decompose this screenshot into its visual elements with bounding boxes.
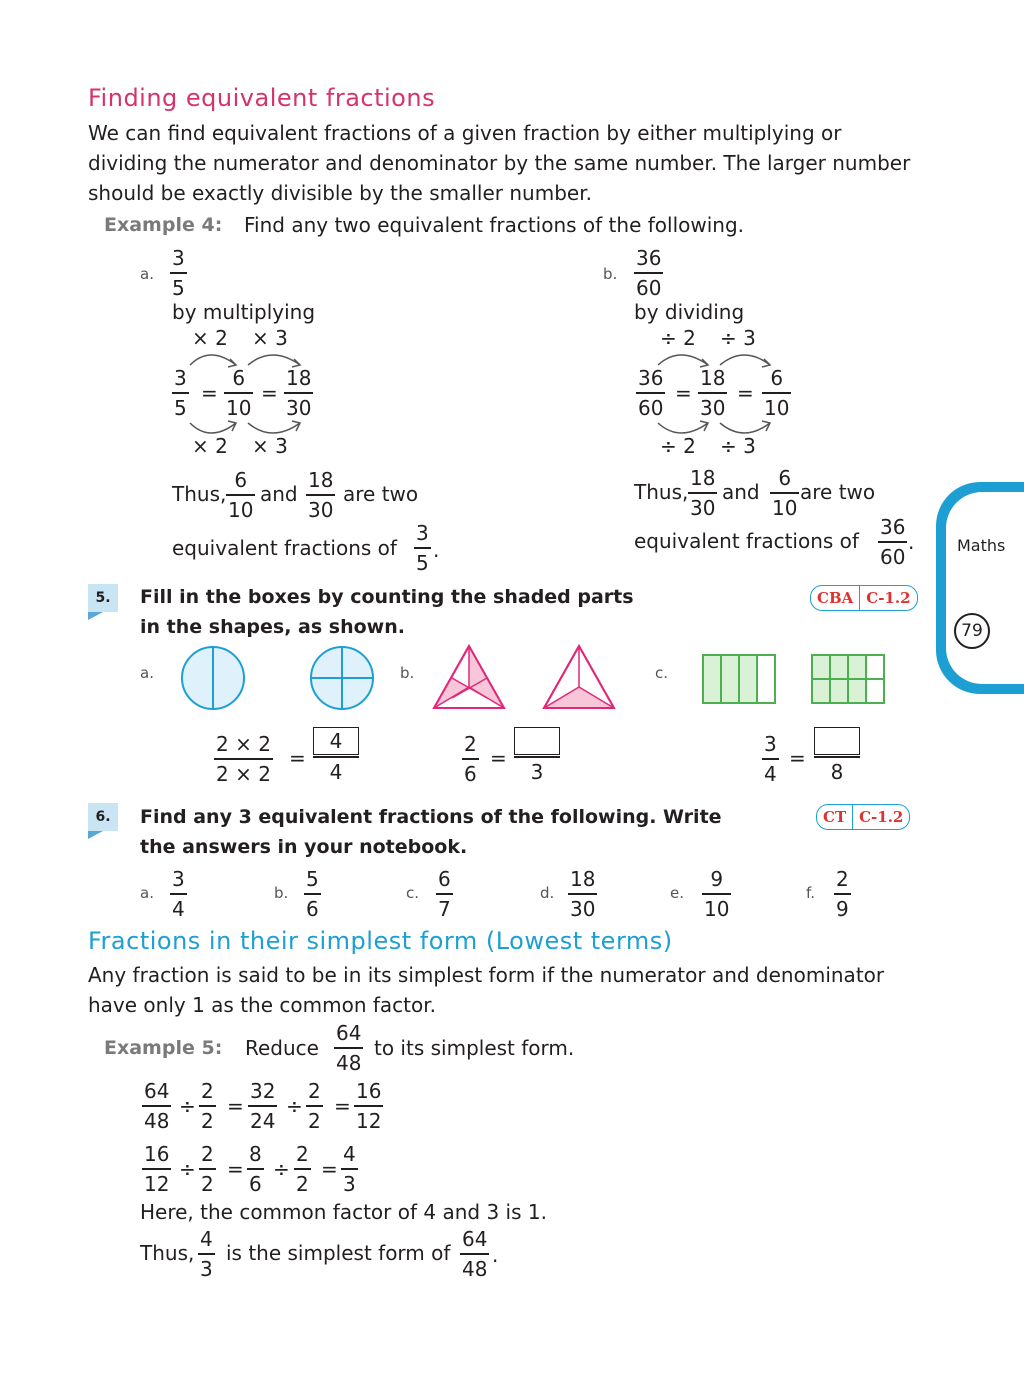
fraction: 5 6 [306,867,319,921]
fraction: 2 × 2 2 × 2 [216,732,271,786]
fraction: 3 4 [764,732,777,786]
equals-sign: = [490,746,507,770]
page-number: 79 [954,613,990,649]
fraction: 36 60 [880,515,906,569]
op-label: ÷ 3 [720,434,756,458]
answer-fraction: $\frac{4}{4}$ [313,727,359,785]
side-tab [936,482,1024,694]
fraction: 2 6 [464,732,477,786]
fraction: 2 2 [201,1079,214,1133]
item-letter: f. [806,884,815,902]
fraction: 2 2 [308,1079,321,1133]
text: are two [343,482,419,506]
conclusion-text: equivalent fractions of [634,529,859,553]
fraction: 9 10 [704,867,730,921]
fraction: 36 60 [636,246,662,300]
fraction: 64 48 [336,1021,362,1075]
item-letter: b. [400,664,415,682]
fraction: 18 30 [570,867,596,921]
fraction: 2 9 [836,867,849,921]
fraction: 32 24 [250,1079,276,1133]
text: Here, the common factor of 4 and 3 is 1. [140,1200,547,1224]
triangle-shapes [430,642,620,712]
item-letter: d. [540,884,555,902]
fraction: 6 10 [228,468,254,522]
fraction: 8 6 [249,1142,262,1196]
rectangle-shapes [700,652,890,708]
example-text: Find any two equivalent fractions of the following. [244,213,744,237]
op-label: ÷ 2 [660,326,696,350]
fraction: 6 10 [764,366,790,420]
text: to its simplest form. [374,1036,575,1060]
op-label: × 3 [252,434,288,458]
question-text: Fill in the boxes by counting the shaded parts in the shapes, as shown. [140,586,634,638]
fraction: 2 2 [296,1142,309,1196]
fraction: 18 30 [690,466,716,520]
divide-sign: ÷ [179,1157,196,1181]
fraction: 3 5 [416,521,429,575]
equals-sign: = [789,746,806,770]
equals-sign: = [227,1094,244,1118]
equals-sign: = [737,381,754,405]
text: Reduce [245,1036,319,1060]
and-text: and [260,482,298,506]
method-label: by multiplying [172,300,316,324]
section-paragraph: We can find equivalent fractions of a given fraction by either multiplying or dividing the numerator and denominator by the same number. The larger number should be exactly divisible by the smaller number. [88,121,911,205]
op-label: × 2 [192,326,228,350]
fraction: 6 10 [772,466,798,520]
fraction: 18 30 [700,366,726,420]
item-letter: c. [406,884,420,902]
method-label: by dividing [634,300,745,324]
fraction: 4 3 [200,1227,213,1281]
answer-fraction[interactable]: 8 [814,727,860,785]
equals-sign: = [227,1157,244,1181]
equals-sign: = [201,381,218,405]
divide-sign: ÷ [286,1094,303,1118]
fraction: 2 2 [201,1142,214,1196]
thus-text: Thus, [140,1241,195,1265]
fraction: 18 30 [286,366,312,420]
circle-shapes [178,645,378,715]
answer-fraction[interactable]: 3 [514,727,560,785]
fraction: 3 4 [172,867,185,921]
text: are two [800,480,876,504]
fraction: 16 12 [144,1142,170,1196]
divide-sign: ÷ [179,1094,196,1118]
equals-sign: = [289,746,306,770]
fraction: 18 30 [308,468,334,522]
example-label: Example 4: [104,214,223,236]
fraction: 4 3 [343,1142,356,1196]
equals-sign: = [261,381,278,405]
op-label: ÷ 2 [660,434,696,458]
fraction: 6 7 [438,867,451,921]
op-label: ÷ 3 [720,326,756,350]
text: is the simplest form of [226,1241,451,1265]
example-label: Example 5: [104,1037,223,1059]
equals-sign: = [334,1094,351,1118]
divide-sign: ÷ [273,1157,290,1181]
item-letter: a. [140,265,154,283]
op-label: × 3 [252,326,288,350]
skill-badge: CBA C-1.2 [810,585,918,611]
section-title-simplest: Fractions in their simplest form (Lowest terms) [88,927,673,955]
fraction: 16 12 [356,1079,382,1133]
fraction: 64 48 [462,1227,488,1281]
fraction: 3 5 [172,246,185,300]
skill-badge: CT C-1.2 [816,804,910,830]
thus-text: Thus, [172,482,227,506]
fraction: 3 5 [174,366,187,420]
fraction: 64 48 [144,1079,170,1133]
op-label: × 2 [192,434,228,458]
item-letter: e. [670,884,684,902]
question-number: 6. [88,803,118,831]
equals-sign: = [675,381,692,405]
item-letter: a. [140,884,154,902]
section-title-equivalent: Finding equivalent fractions [88,84,436,112]
fraction: 6 10 [226,366,252,420]
thus-text: Thus, [634,480,689,504]
subject-label: Maths [957,536,1006,555]
item-letter: b. [603,265,618,283]
item-letter: a. [140,664,154,682]
item-letter: c. [655,664,669,682]
section-paragraph: Any fraction is said to be in its simplest form if the numerator and denominator have only 1 as the common factor. [88,963,885,1017]
and-text: and [722,480,760,504]
period: . [433,538,440,562]
question-text: Find any 3 equivalent fractions of the following. Write the answers in your notebook. [140,806,722,858]
conclusion-text: equivalent fractions of [172,536,397,560]
question-number: 5. [88,584,118,612]
period: . [492,1243,499,1267]
fraction: 36 60 [638,366,664,420]
period: . [908,530,915,554]
item-letter: b. [274,884,289,902]
equals-sign: = [321,1157,338,1181]
